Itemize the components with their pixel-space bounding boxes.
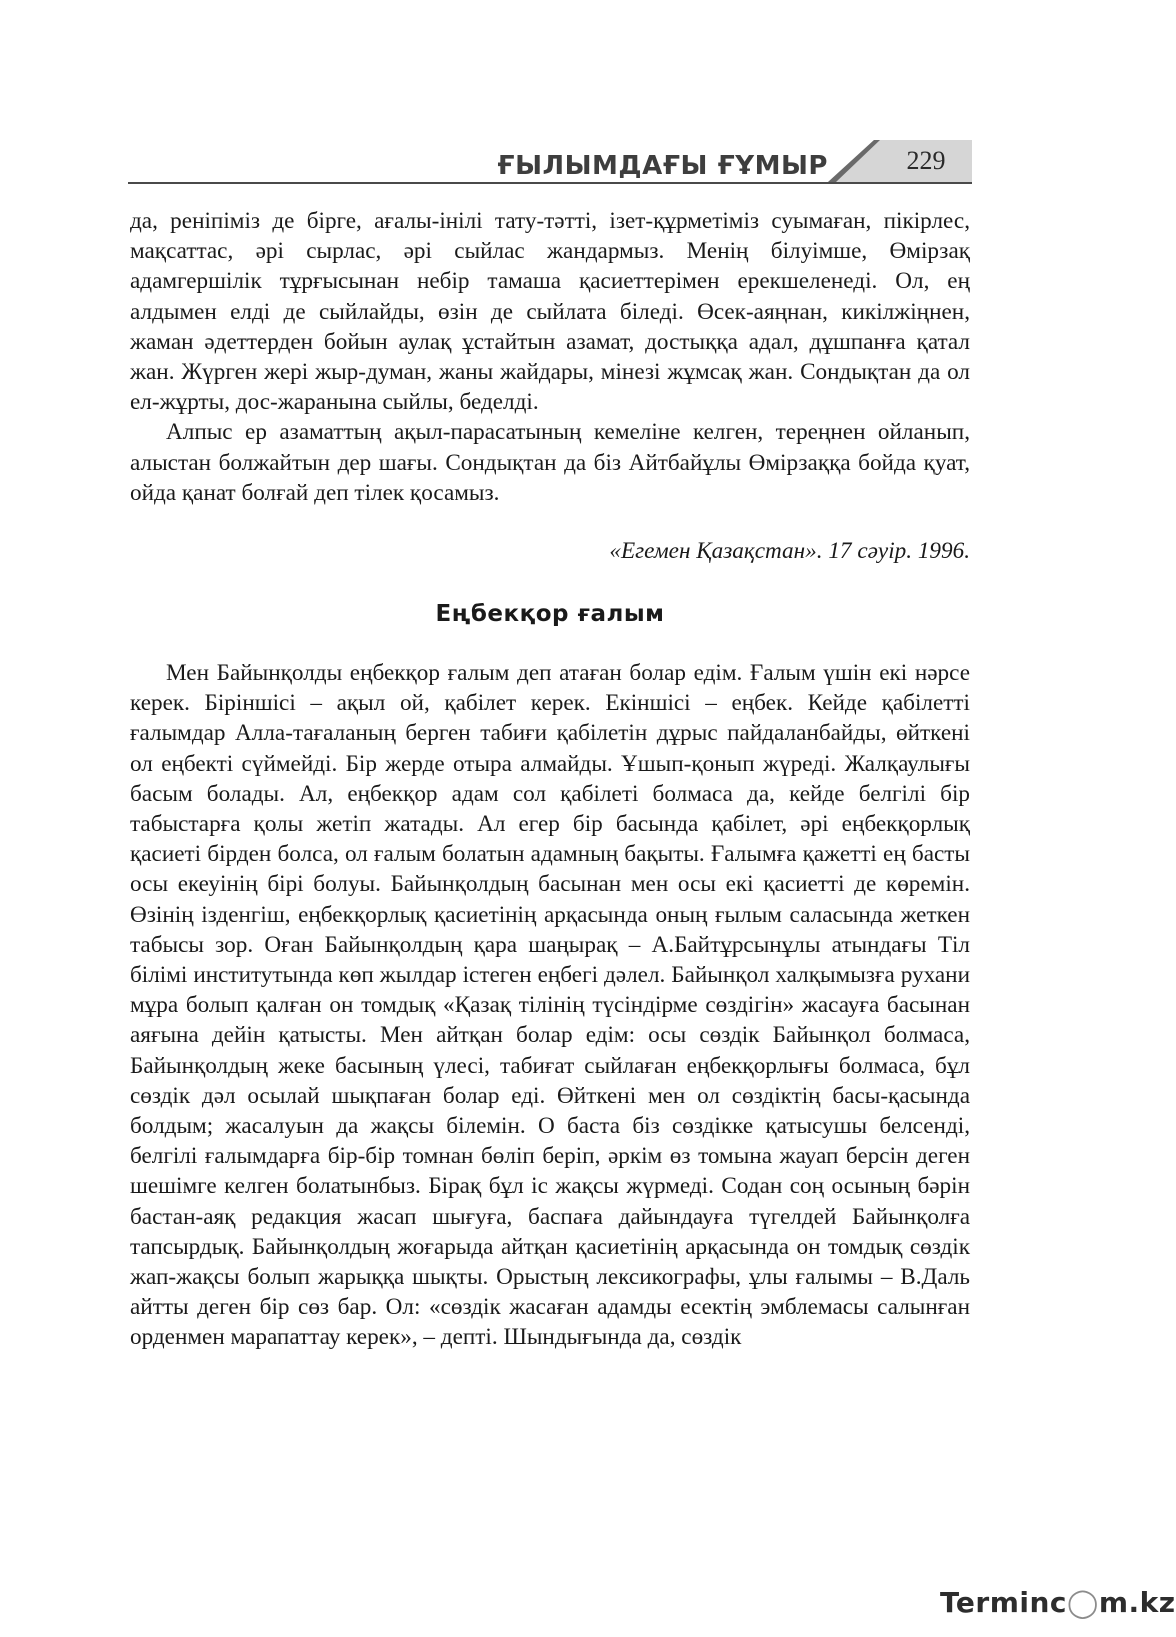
running-header-title: ҒЫЛЫМДАҒЫ ҒҰМЫР [497,151,828,181]
article-1-paragraph-2: Алпыс ер азаматтың ақыл-парасатының кемеліне келген, тереңнен ойланып, алыстан болжайтын дер шағы. Сондықтан да біз Айтбайұлы Өмірзаққа бойда қуат, ойда қанат болғай деп тілек қосамыз. [130,419,970,506]
page-number: 229 [906,146,946,175]
article-1-body [130,206,970,508]
watermark-suffix: m.kz [1098,1586,1176,1619]
article-2-paragraph-1: Мен Байынқолды еңбекқор ғалым деп атаған болар едім. Ғалым үшін екі нәрсе керек. Біріншісі – ақыл ой, қабілет керек. Екіншісі – еңбек. Кейде қабілетті ғалымдар Алла-тағаланың берген табиғи қабілетін дұрыс пайдаланбайды, өйткені ол еңбекті сүймейді. Бір жерде отыра алмайды. Ұшып-қонып жүреді. Жалқаулығы басым болады. Ал, еңбекқор адам сол қабілеті болмаса да, кейде белгілі бір табыстарға қолы жетіп жатады. Ал егер бір басында қабілет, әрі еңбекқорлық қасиеті бірден болса, ол ғалым болатын адамның бақыты. Ғалымға қажетті ең басты осы екеуінің бірі болуы. Байынқолдың басынан мен осы екі қасиетті де көремін. Өзінің ізденгіш, еңбекқорлық қасиетінің арқасында оның ғылым саласында жеткен табысы зор. Оған Байынқолдың қара шаңырақ – А.Байтұрсынұлы атындағы Тіл білімі институтында көп жылдар істеген еңбегі дәлел. Байынқол халқымызға рухани мұра болып қалған он томдық «Қазақ тілінің түсіндірме сөздігін» жасауға басынан аяғына дейін қатысты. Мен айтқан болар едім: осы сөздік Байынқол болмаса, Байынқолдың жеке басының үлесі, табиғат сыйлаған еңбекқорлығы болмаса, бұл сөздік дәл осылай шықпаған болар еді. Өйткені мен ол сөздіктің басы-қасында болдым; жасалуын да жақсы білемін. О баста біз сөздікке қатысушы белсенді, белгілі ғалымдарға бір-бір томнан бөліп беріп, әркім өз томына жауап берсін деген шешімге келген болатынбыз. Бірақ бұл іс жақсы жүрмеді. Содан соң осының бәрін бастан-аяқ редакция жасап шығуға, баспаға дайындауға түгелдей Байынқолға тапсырдық. Байынқолдың жоғарыда айтқан қасиетінің арқасында он томдық сөздік жап-жақсы болып жарыққа шықты. Орыстың лексикографы, ұлы ғалымы – В.Даль айтты деген бір сөз бар. Ол: «сөздік жасаған адамды есектің эмблемасы салынған орденмен марапаттау керек», – депті. Шындығында да, сөздік [130,660,970,1351]
article-1-paragraph-continued: да, реніпіміз де бірге, ағалы-інілі тату-тәтті, ізет-құрметіміз суымаған, пікірлес, мақсаттас, әрі сырлас, әрі сыйлас жандармыз. Менің білуімше, Өмірзақ адамгершілік тұрғысынан небір тамаша қасиеттерімен ерекшеленеді. Ол, ең алдымен елді де сыйлайды, өзін де сыйлата біледі. Өсек-аяңнан, кикілжіңнен, жаман әдеттерден бойын аулақ ұстайтын азамат, достыққа адал, дұшпанға қатал жан. Жүрген жері жыр-думан, жаны жайдары, мінезі жұмсақ жан. Сондықтан да ол ел-жұрты, дос-жаранына сыйлы, беделді. [130,208,970,416]
header-rule [128,182,972,184]
article-1-source: «Егемен Қазақстан». 17 сәуір. 1996. [609,538,970,564]
article-2-title: Еңбекқор ғалым [435,601,665,627]
magnifier-icon: ◯ [1067,1586,1099,1619]
watermark-middle: erminc [955,1586,1067,1619]
article-2-body [130,658,970,1353]
site-watermark [940,1586,1176,1620]
watermark-prefix: T [940,1586,956,1619]
